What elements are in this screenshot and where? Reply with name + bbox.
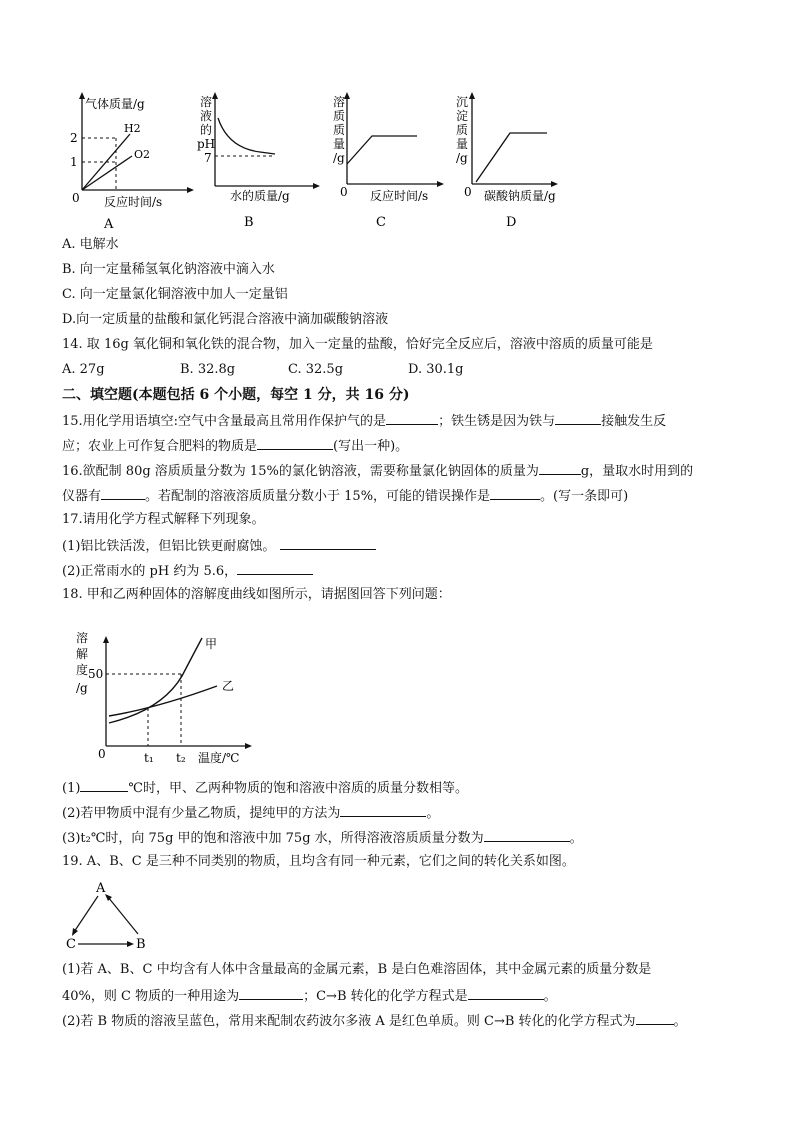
graph-d-ylabel-2: 淀 [456, 109, 469, 123]
q18-sub-3 [62, 827, 583, 849]
graph-a-h2-label: H2 [124, 122, 141, 135]
graph-b-caption: B [244, 215, 254, 230]
solubility-tick-t2: t₂ [176, 751, 186, 765]
q17-sub-1 [62, 535, 376, 557]
q19-blank-3[interactable] [636, 1010, 674, 1025]
solubility-label-yi: 乙 [222, 679, 235, 693]
q18-stem: 18. 甲和乙两种固体的溶解度曲线如图所示，请据图回答下列问题： [62, 587, 451, 602]
graph-c-origin: 0 [340, 185, 348, 199]
q13-option-b: B. 向一定量稀氢氧化钠溶液中滴入水 [62, 262, 275, 277]
graph-d [456, 92, 558, 230]
graph-b-ylabel-4: pH [197, 137, 216, 151]
graph-a-tick-1: 1 [70, 155, 78, 169]
q17-blank-1[interactable] [280, 535, 376, 550]
solubility-tick-50: 50 [88, 667, 104, 681]
graph-a [70, 92, 194, 232]
q14-option-a: A. 27g [62, 362, 105, 377]
q19-blank-2[interactable] [468, 985, 544, 1000]
q18-sub-1-text: ℃时，甲、乙两种物质的饱和溶液中溶质的质量分数相等。 [128, 781, 468, 796]
graph-c-ylabel-3: 质 [333, 123, 346, 137]
q17-sub-2-text: (2)正常雨水的 pH 约为 5.6， [62, 564, 238, 579]
graph-d-caption: D [506, 215, 517, 230]
q19-sub-2-end: 。 [673, 1014, 687, 1029]
q19-sub-1-line-1: (1)若 A、B、C 中均含有人体中含量最高的金属元素，B 是白色难溶固体，其中金属元素的质量分数是 [62, 962, 652, 977]
graph-d-origin: 0 [464, 185, 472, 199]
q16-text-2: g，量取水时用到的 [580, 464, 694, 479]
graph-b-ylabel-3: 的 [200, 123, 213, 137]
q16-text-4: 。若配制的溶液溶质质量分数小于 15%，可能的错误操作是 [145, 489, 491, 504]
q14-stem: 14. 取 16g 氧化铜和氧化铁的混合物，加入一定量的盐酸，恰好完全反应后，溶液中溶质的质量可能是 [62, 337, 653, 352]
q16-blank-3[interactable] [490, 485, 540, 500]
solubility-ylabel-1: 溶 [76, 631, 89, 645]
graph-c-caption: C [376, 215, 386, 230]
node-c: C [66, 937, 76, 952]
q16-line-2 [62, 485, 628, 507]
q15-blank-1[interactable] [386, 410, 438, 425]
q18-sub-2-end: 。 [426, 806, 440, 821]
graph-row [60, 86, 560, 236]
q19-sub-1-line-2 [62, 985, 557, 1007]
graph-a-tick-2: 2 [70, 131, 78, 145]
solubility-origin: 0 [98, 747, 106, 761]
graph-d-ylabel-5: /g [456, 151, 468, 165]
q17-blank-2[interactable] [237, 560, 313, 575]
conversion-diagram [60, 878, 160, 958]
q18-sub-3-end: 。 [569, 831, 583, 846]
q15-text-5: (写出一种)。 [333, 439, 409, 454]
solubility-ylabel-3: 度 [76, 663, 89, 677]
q19-sub-1-text-b: 40%，则 C 物质的一种用途为 [62, 989, 240, 1004]
q18-sub-2-text: (2)若甲物质中混有少量乙物质，提纯甲的方法为 [62, 806, 341, 821]
q16-text-1: 16.欲配制 80g 溶质质量分数为 15%的氯化钠溶液，需要称量氯化钠固体的质量为 [62, 464, 539, 479]
graph-d-ylabel-3: 质 [456, 123, 469, 137]
q19-sub-1-text-d: 。 [543, 989, 557, 1004]
graph-d-ylabel-4: 量 [456, 137, 469, 151]
graph-b-tick-7: 7 [204, 151, 212, 165]
solubility-xlabel: 温度/℃ [198, 751, 240, 765]
q14-option-d: D. 30.1g [408, 362, 464, 377]
graph-c-ylabel-5: /g [333, 151, 345, 165]
q19-stem: 19. A、B、C 是三种不同类别的物质，且均含有同一种元素，它们之间的转化关系如图。 [62, 854, 575, 869]
q14-option-b: B. 32.8g [180, 362, 236, 377]
q15-text-1: 15.用化学用语填空:空气中含量最高且常用作保护气的是 [62, 414, 387, 429]
graph-a-ylabel: 气体质量/g [85, 97, 145, 111]
q15-text-4: 应；农业上可作复合肥料的物质是 [62, 439, 258, 454]
solubility-label-jia: 甲 [205, 637, 218, 651]
graph-a-o2-label: O2 [134, 148, 151, 161]
graph-c-ylabel-1: 溶 [333, 95, 346, 109]
q18-sub-3-text: (3)t₂℃时，向 75g 甲的饱和溶液中加 75g 水，所得溶液溶质质量分数为 [62, 831, 484, 846]
q16-text-3: 仪器有 [62, 489, 102, 504]
solubility-ylabel-4: /g [76, 681, 88, 695]
q17-stem: 17.请用化学方程式解释下列现象。 [62, 512, 265, 527]
q15-blank-2[interactable] [555, 410, 601, 425]
node-b: B [136, 937, 146, 952]
graph-d-xlabel: 碳酸钠质量/g [484, 189, 556, 203]
q15-text-3: 接触发生反 [601, 414, 667, 429]
q19-sub-2-text: (2)若 B 物质的溶液呈蓝色，常用来配制农药波尔多液 A 是红色单质。则 C→B 转化的化学方程式为 [62, 1014, 636, 1029]
q14-option-c: C. 32.5g [288, 362, 344, 377]
graph-a-caption: A [104, 217, 114, 232]
q18-sub-2 [62, 802, 439, 824]
section-2-heading: 二、填空题(本题包括 6 个小题，每空 1 分，共 16 分) [62, 387, 410, 403]
graph-a-origin: 0 [72, 191, 80, 205]
q15-line-1 [62, 410, 666, 432]
q18-sub-1 [62, 777, 468, 799]
q13-option-d: D.向一定质量的盐酸和氯化钙混合溶液中滴加碳酸钠溶液 [62, 312, 389, 327]
solubility-tick-t1: t₁ [144, 751, 154, 765]
q19-sub-1-text-c: ；C→B 转化的化学方程式是 [303, 989, 468, 1004]
q13-option-c: C. 向一定量氯化铜溶液中加人一定量铝 [62, 287, 288, 302]
node-a: A [96, 881, 106, 896]
q15-blank-3[interactable] [257, 435, 333, 450]
graph-b [197, 92, 320, 230]
q16-blank-1[interactable] [539, 460, 581, 475]
graph-a-xlabel: 反应时间/s [104, 195, 163, 209]
solubility-ylabel-2: 解 [76, 647, 89, 661]
q13-option-a: A. 电解水 [62, 237, 119, 252]
q19-sub-2 [62, 1010, 687, 1032]
q18-blank-1[interactable] [80, 777, 128, 792]
graph-c [333, 92, 444, 230]
graph-d-ylabel-1: 沉 [456, 95, 469, 109]
q16-text-5: 。(写一条即可) [540, 489, 629, 504]
graph-b-ylabel-2: 液 [200, 109, 213, 123]
q16-line-1 [62, 460, 693, 482]
q18-sub-1-prefix: (1) [62, 781, 81, 796]
graph-c-ylabel-4: 量 [333, 137, 346, 151]
q18-blank-3[interactable] [484, 827, 570, 842]
q15-line-2 [62, 435, 408, 457]
q19-blank-1[interactable] [239, 985, 303, 1000]
graph-b-xlabel: 水的质量/g [230, 189, 290, 203]
q18-blank-2[interactable] [340, 802, 426, 817]
solubility-graph [62, 628, 262, 772]
q17-sub-2 [62, 560, 313, 582]
q15-text-2: ；铁生锈是因为铁与 [438, 414, 556, 429]
q16-blank-2[interactable] [101, 485, 145, 500]
q17-sub-1-text: (1)铝比铁活泼，但铝比铁更耐腐蚀。 [62, 539, 276, 554]
graph-c-ylabel-2: 质 [333, 109, 346, 123]
graph-b-ylabel-1: 溶 [200, 95, 213, 109]
graph-c-xlabel: 反应时间/s [370, 189, 429, 203]
